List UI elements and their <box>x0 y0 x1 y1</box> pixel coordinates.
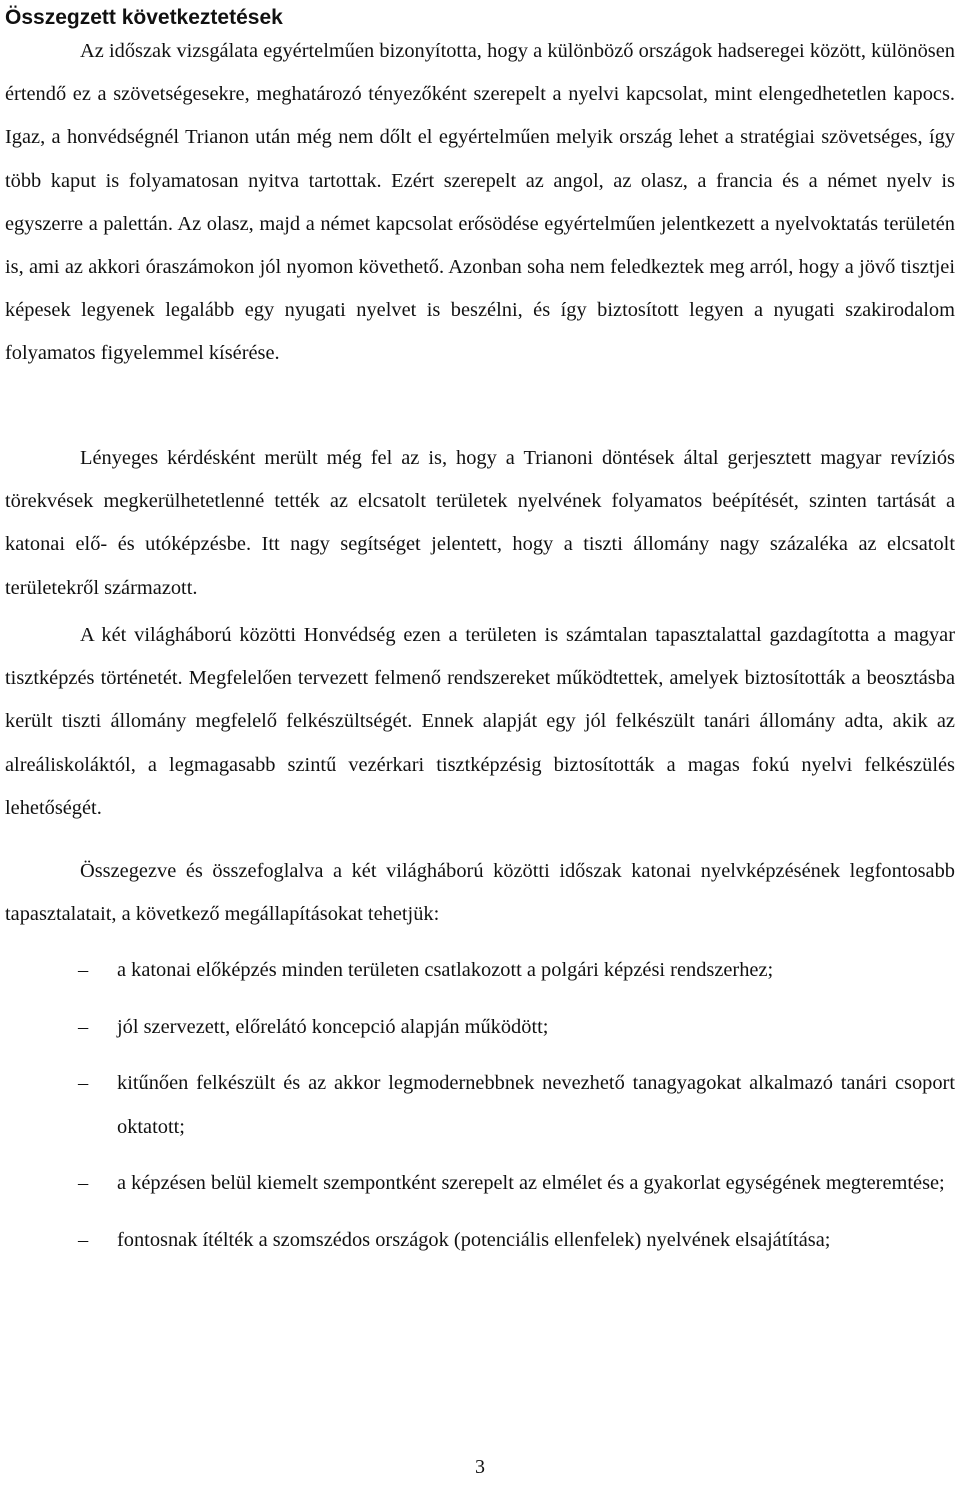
paragraph-3: A két világháború közötti Honvédség ezen a területen is számtalan tapasztalattal gazdagította a magyar tisztképzés történetét. Megfelelően tervezett felmenő rendszereket működtettek, amelyek biztosították a beosztásba került tiszti állomány megfelelő felkészültségét. Ennek alapját egy jól felkészült tanári állomány adta, akik az alreáliskoláktól, a legmagasabb szintű vezérkari tisztképzésig biztosították a magas fokú nyelvi felkészülés lehetőségét. <box>5 624 955 819</box>
list-item-text: a képzésen belül kiemelt szempontként szerepelt az elmélet és a gyakorlat egységének megteremtése; <box>117 1172 945 1195</box>
dash-marker: – <box>78 959 89 981</box>
dash-marker: – <box>78 1229 89 1252</box>
paragraph-4: Összegezve és összefoglalva a két világháború közötti időszak katonai nyelvképzésének legfontosabb tapasztalatait, a következő megállapításokat tehetjük: <box>5 860 955 926</box>
section-heading: Összegzett következtetések <box>5 6 283 29</box>
paragraph-2: Lényeges kérdésként merült még fel az is, hogy a Trianoni döntések által gerjesztett magyar revíziós törekvések megkerülhetetlenné tették az elcsatolt területek nyelvének folyamatos beépítését, szinten tartását a katonai elő- és utóképzésbe. Itt nagy segítséget jelentett, hogy a tiszti állomány nagy százaléka az elcsatolt területekről származott. <box>5 447 955 599</box>
list-item <box>0 949 955 992</box>
list-item <box>0 1162 955 1205</box>
conclusions-list <box>0 949 955 1276</box>
list-item-text: jól szervezett, előrelátó koncepció alapján működött; <box>117 1015 549 1038</box>
dash-marker: – <box>78 1072 89 1095</box>
list-item-text: kitűnően felkészült és az akkor legmodernebbnek nevezhető tanagyagokat alkalmazó tanári csoport oktatott; <box>117 1072 955 1138</box>
list-item-text: fontosnak ítélték a szomszédos országok (potenciális ellenfelek) nyelvének elsajátítása; <box>117 1229 831 1252</box>
paragraph-1: Az időszak vizsgálata egyértelműen bizonyította, hogy a különböző országok hadseregei között, különösen értendő ez a szövetségesekre, meghatározó tényezőként szerepelt a nyelvi kapcsolat, mint elengedhetetlen kapocs. Igaz, a honvédségnél Trianon után még nem dőlt el egyértelműen melyik ország lehet a stratégiai szövetséges, így több kaput is folyamatosan nyitva tartottak. Ezért szerepelt az angol, az olasz, a francia és a német nyelv is egyszerre a palettán. Az olasz, majd a német kapcsolat erősödése egyértelműen jelentkezett a nyelvoktatás területén is, ami az akkori óraszámokon jól nyomon követhető. Azonban soha nem feledkeztek meg arról, hogy a jövő tisztjei képesek legyenek legalább egy nyugati nyelvet is beszélni, és így biztosított legyen a nyugati szakirodalom folyamatos figyelemmel kísérése. <box>5 40 955 365</box>
page-number: 3 <box>475 1456 485 1478</box>
list-item-text: a katonai előképzés minden területen csatlakozott a polgári képzési rendszerhez; <box>117 959 774 981</box>
list-item <box>0 1062 955 1148</box>
list-item <box>0 1219 955 1262</box>
dash-marker: – <box>78 1172 89 1195</box>
list-item <box>0 1006 955 1049</box>
dash-marker: – <box>78 1015 89 1038</box>
